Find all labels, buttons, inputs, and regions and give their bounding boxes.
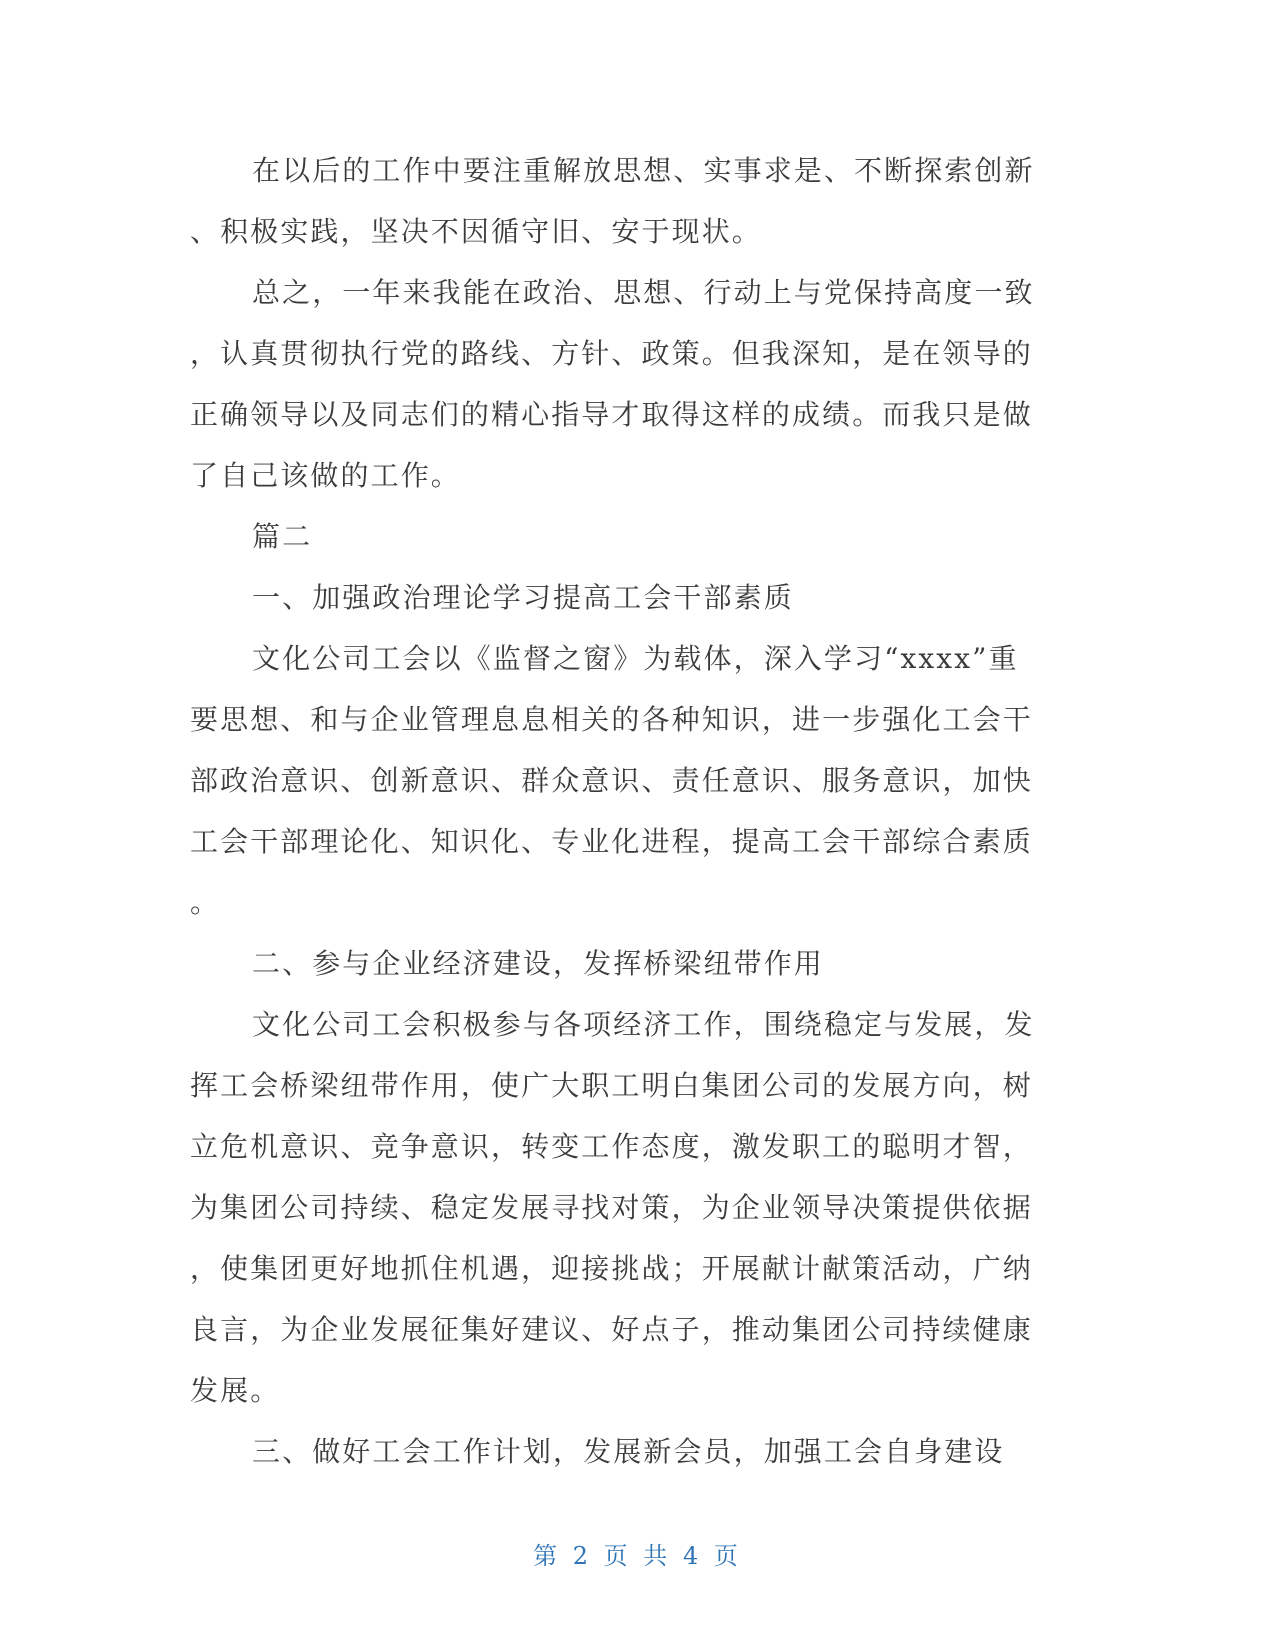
footer-total-pages: 4 — [682, 1542, 703, 1570]
paragraph-line: 正确领导以及同志们的精心指导才取得这样的成绩。而我只是做 — [190, 398, 1033, 431]
section-heading: 三、做好工会工作计划，发展新会员，加强工会自身建设 — [252, 1435, 1005, 1468]
paragraph-line: 立危机意识、竞争意识，转变工作态度，激发职工的聪明才智， — [190, 1130, 1033, 1163]
paragraph-line: 文化公司工会以《监督之窗》为载体，深入学习“xxxx”重 — [252, 642, 1019, 675]
paragraph-line: 为集团公司持续、稳定发展寻找对策，为企业领导决策提供依据 — [190, 1191, 1033, 1224]
paragraph-line: 部政治意识、创新意识、群众意识、责任意识、服务意识，加快 — [190, 764, 1033, 797]
paragraph-line: 工会干部理论化、知识化、专业化进程，提高工会干部综合素质 — [190, 825, 1033, 858]
footer-suffix: 页 — [713, 1542, 742, 1570]
paragraph-line: 文化公司工会积极参与各项经济工作，围绕稳定与发展，发 — [252, 1008, 1035, 1041]
page-footer — [0, 1536, 1275, 1571]
footer-middle: 页 共 — [603, 1542, 672, 1570]
paragraph-line: ，使集团更好地抓住机遇，迎接挑战；开展献计献策活动，广纳 — [190, 1252, 1033, 1285]
paragraph-line: 在以后的工作中要注重解放思想、实事求是、不断探索创新 — [252, 154, 1035, 187]
section-heading: 一、加强政治理论学习提高工会干部素质 — [252, 581, 794, 614]
paragraph-line: 、积极实践，坚决不因循守旧、安于现状。 — [190, 215, 762, 248]
paragraph-line: 要思想、和与企业管理息息相关的各种知识，进一步强化工会干 — [190, 703, 1033, 736]
section-heading: 二、参与企业经济建设，发挥桥梁纽带作用 — [252, 947, 824, 980]
paragraph-line: 良言，为企业发展征集好建议、好点子，推动集团公司持续健康 — [190, 1313, 1033, 1346]
paragraph-line: 。 — [190, 886, 221, 919]
document-body — [190, 140, 1060, 1482]
section-heading: 篇二 — [252, 520, 313, 553]
footer-prefix: 第 — [533, 1542, 562, 1570]
paragraph-line: 挥工会桥梁纽带作用，使广大职工明白集团公司的发展方向，树 — [190, 1069, 1033, 1102]
paragraph-line: 了自己该做的工作。 — [190, 459, 461, 492]
paragraph-line: ，认真贯彻执行党的路线、方针、政策。但我深知，是在领导的 — [190, 337, 1033, 370]
paragraph-line: 发展。 — [190, 1374, 281, 1407]
paragraph-line: 总之，一年来我能在政治、思想、行动上与党保持高度一致 — [252, 276, 1035, 309]
footer-current-page: 2 — [572, 1542, 593, 1570]
